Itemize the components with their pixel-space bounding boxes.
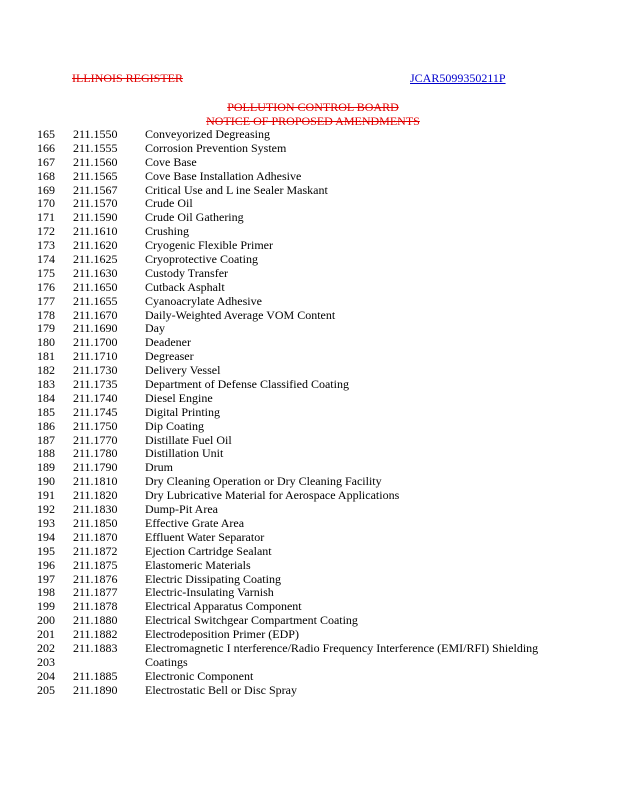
definition-term: Cove Base [145, 154, 197, 169]
section-number: 211.1745 [73, 404, 118, 419]
line-number: 186 [37, 418, 55, 433]
definition-term: Electric Dissipating Coating [145, 571, 281, 586]
line-number: 178 [37, 307, 55, 322]
section-number: 211.1555 [73, 140, 118, 155]
definition-term: Electrical Switchgear Compartment Coating [145, 613, 358, 628]
board-title: POLLUTION CONTROL BOARD [227, 100, 399, 114]
line-number: 170 [37, 196, 55, 211]
line-number: 168 [37, 168, 55, 183]
list-item [0, 336, 618, 350]
line-number: 198 [37, 585, 55, 600]
list-item [0, 656, 618, 670]
definition-term: Electrostatic Bell or Disc Spray [145, 682, 297, 697]
line-number: 201 [37, 627, 55, 642]
list-item [0, 489, 618, 503]
register-header: ILLINOIS REGISTER [72, 71, 183, 85]
line-number: 172 [37, 224, 55, 239]
definition-term: Dry Cleaning Operation or Dry Cleaning Facility [145, 474, 382, 489]
notice-title: NOTICE OF PROPOSED AMENDMENTS [206, 114, 420, 128]
list-item [0, 253, 618, 267]
line-number: 195 [37, 543, 55, 558]
definition-term: Corrosion Prevention System [145, 140, 287, 155]
section-number: 211.1565 [73, 168, 118, 183]
section-number: 211.1830 [73, 502, 118, 517]
list-item [0, 420, 618, 434]
definition-term: Cryoprotective Coating [145, 252, 258, 267]
section-number: 211.1650 [73, 279, 118, 294]
list-item [0, 392, 618, 406]
line-number: 183 [37, 377, 55, 392]
definition-term: Coatings [145, 654, 188, 669]
line-number: 175 [37, 265, 55, 280]
section-number: 211.1878 [73, 599, 118, 614]
section-number: 211.1850 [73, 515, 118, 530]
section-number: 211.1750 [73, 418, 118, 433]
definition-term: Custody Transfer [145, 265, 229, 280]
list-item [0, 322, 618, 336]
definition-term: Crushing [145, 224, 190, 239]
line-number: 169 [37, 182, 55, 197]
section-number: 211.1630 [73, 265, 118, 280]
line-number: 188 [37, 446, 55, 461]
list-item [0, 267, 618, 281]
line-number: 167 [37, 154, 55, 169]
definition-term: Crude Oil Gathering [145, 210, 244, 225]
line-number: 192 [37, 502, 55, 517]
line-number: 184 [37, 390, 55, 405]
list-item [0, 475, 618, 489]
line-number: 171 [37, 210, 55, 225]
definition-term: Effluent Water Separator [145, 529, 265, 544]
line-number: 177 [37, 293, 55, 308]
section-number: 211.1610 [73, 224, 118, 239]
definition-term: Daily-Weighted Average VOM Content [145, 307, 336, 322]
list-item [0, 517, 618, 531]
list-item [0, 503, 618, 517]
list-item [0, 600, 618, 614]
section-number: 211.1890 [73, 682, 118, 697]
definition-term: Distillation Unit [145, 446, 224, 461]
list-item [0, 670, 618, 684]
line-number: 197 [37, 571, 55, 586]
definition-term: Critical Use and L ine Sealer Maskant [145, 182, 328, 197]
list-item [0, 559, 618, 573]
list-item [0, 197, 618, 211]
section-number: 211.1740 [73, 390, 118, 405]
section-number: 211.1882 [73, 627, 118, 642]
definition-term: Electrical Apparatus Component [145, 599, 302, 614]
section-number: 211.1570 [73, 196, 118, 211]
definition-term: Day [145, 321, 165, 336]
section-number: 211.1670 [73, 307, 118, 322]
list-item [0, 128, 618, 142]
section-number: 211.1560 [73, 154, 118, 169]
line-number: 204 [37, 668, 55, 683]
section-number: 211.1735 [73, 377, 118, 392]
list-item [0, 614, 618, 628]
definition-term: Digital Printing [145, 404, 220, 419]
definition-term: Delivery Vessel [145, 363, 221, 378]
definition-term: Ejection Cartridge Sealant [145, 543, 272, 558]
line-number: 191 [37, 488, 55, 503]
section-number: 211.1883 [73, 640, 118, 655]
line-number: 182 [37, 363, 55, 378]
definition-term: Elastomeric Materials [145, 557, 251, 572]
list-item [0, 531, 618, 545]
line-number: 165 [37, 127, 55, 141]
list-item [0, 170, 618, 184]
list-item [0, 545, 618, 559]
list-item [0, 211, 618, 225]
list-item [0, 184, 618, 198]
section-number: 211.1770 [73, 432, 118, 447]
section-number: 211.1880 [73, 613, 118, 628]
list-item [0, 350, 618, 364]
list-item [0, 281, 618, 295]
definition-term: Dip Coating [145, 418, 204, 433]
jcar-link[interactable]: JCAR5099350211P [410, 71, 506, 85]
list-item [0, 309, 618, 323]
list-item [0, 628, 618, 642]
section-number: 211.1876 [73, 571, 118, 586]
list-item [0, 406, 618, 420]
definition-term: Cryogenic Flexible Primer [145, 238, 273, 253]
line-number: 205 [37, 682, 55, 697]
definition-term: Department of Defense Classified Coating [145, 377, 349, 392]
definition-term: Electromagnetic I nterference/Radio Frequency Interference (EMI/RFI) Shielding [145, 640, 539, 655]
section-number: 211.1590 [73, 210, 118, 225]
section-number: 211.1700 [73, 335, 118, 350]
section-number: 211.1625 [73, 252, 118, 267]
section-number: 211.1780 [73, 446, 118, 461]
line-number: 193 [37, 515, 55, 530]
section-number: 211.1730 [73, 363, 118, 378]
definition-term: Cyanoacrylate Adhesive [145, 293, 262, 308]
list-item [0, 142, 618, 156]
line-number: 200 [37, 613, 55, 628]
section-number: 211.1620 [73, 238, 118, 253]
definition-term: Electronic Component [145, 668, 254, 683]
line-number: 189 [37, 460, 55, 475]
definition-term: Drum [145, 460, 173, 475]
section-number: 211.1877 [73, 585, 118, 600]
section-number: 211.1710 [73, 349, 118, 364]
line-number: 202 [37, 640, 55, 655]
list-item [0, 586, 618, 600]
amendment-list [0, 128, 618, 698]
line-number: 166 [37, 140, 55, 155]
list-item [0, 156, 618, 170]
list-item [0, 573, 618, 587]
list-item [0, 447, 618, 461]
definition-term: Diesel Engine [145, 390, 213, 405]
list-item [0, 239, 618, 253]
line-number: 196 [37, 557, 55, 572]
section-number: 211.1872 [73, 543, 118, 558]
definition-term: Dump-Pit Area [145, 502, 218, 517]
section-number: 211.1870 [73, 529, 118, 544]
list-item [0, 295, 618, 309]
list-item [0, 364, 618, 378]
line-number: 181 [37, 349, 55, 364]
definition-term: Degreaser [145, 349, 194, 364]
section-number: 211.1885 [73, 668, 118, 683]
line-number: 180 [37, 335, 55, 350]
line-number: 185 [37, 404, 55, 419]
line-number: 190 [37, 474, 55, 489]
section-number: 211.1790 [73, 460, 118, 475]
definition-term: Cutback Asphalt [145, 279, 225, 294]
section-number: 211.1567 [73, 182, 118, 197]
definition-term: Cove Base Installation Adhesive [145, 168, 302, 183]
definition-term: Deadener [145, 335, 191, 350]
definition-term: Electrodeposition Primer (EDP) [145, 627, 299, 642]
definition-term: Distillate Fuel Oil [145, 432, 232, 447]
line-number: 174 [37, 252, 55, 267]
section-number: 211.1550 [73, 127, 118, 141]
line-number: 176 [37, 279, 55, 294]
section-number: 211.1820 [73, 488, 118, 503]
definition-term: Crude Oil [145, 196, 193, 211]
line-number: 173 [37, 238, 55, 253]
line-number: 194 [37, 529, 55, 544]
section-number: 211.1810 [73, 474, 118, 489]
line-number: 199 [37, 599, 55, 614]
list-item [0, 642, 618, 656]
list-item [0, 461, 618, 475]
list-item [0, 378, 618, 392]
section-number: 211.1690 [73, 321, 118, 336]
definition-term: Effective Grate Area [145, 515, 245, 530]
section-number: 211.1655 [73, 293, 118, 308]
definition-term: Conveyorized Degreasing [145, 127, 270, 141]
list-item [0, 225, 618, 239]
line-number: 203 [37, 654, 55, 669]
line-number: 179 [37, 321, 55, 336]
definition-term: Dry Lubricative Material for Aerospace Applications [145, 488, 400, 503]
definition-term: Electric-Insulating Varnish [145, 585, 274, 600]
list-item [0, 434, 618, 448]
list-item [0, 684, 618, 698]
section-number: 211.1875 [73, 557, 118, 572]
line-number: 187 [37, 432, 55, 447]
